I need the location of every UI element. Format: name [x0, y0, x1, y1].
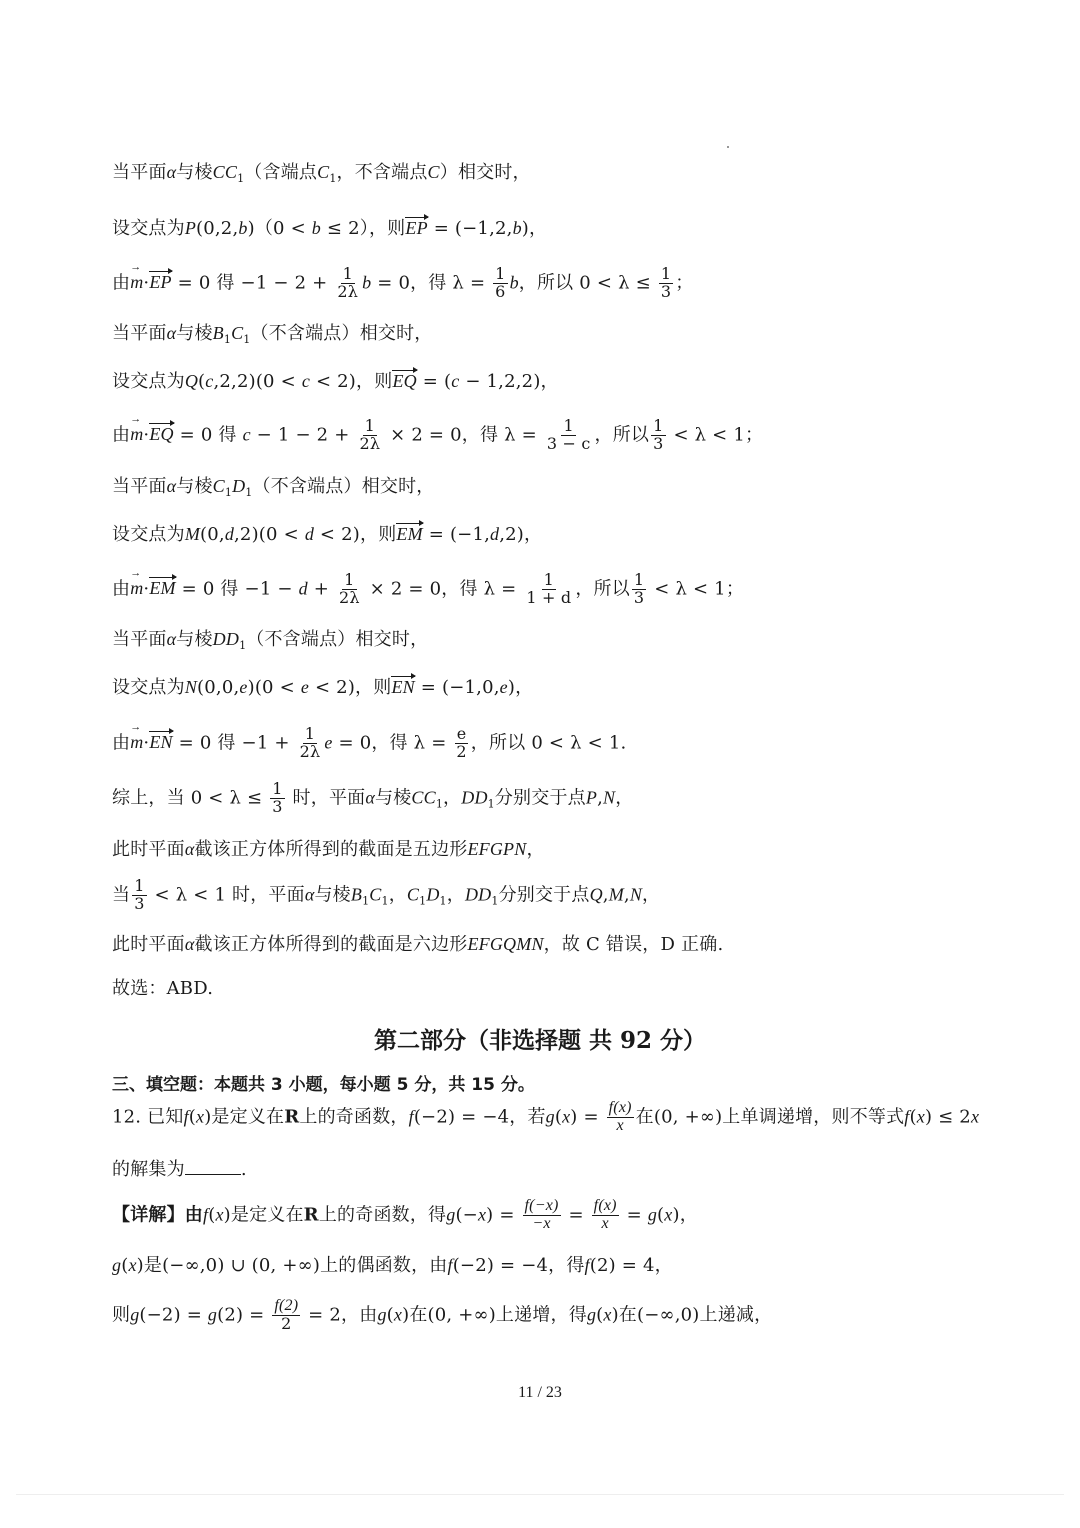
- solution-line-6: 由m →·EQ = 0 得 c − 1 − 2 + $\frac{1}{2\lambda}$ × 2 = 0，得 λ = $\frac{1}{3 - c}$ ，所以 $\frac{1}{3}$ < λ < 1；: [112, 418, 763, 453]
- detail-line-3: 则g(−2) = g(2) = $\frac{f(2)}{2}$ = 2，由g(x)在(0, +∞)上递增，得g(x)在(−∞,0)上递减，: [112, 1297, 773, 1333]
- vector-EQ: EQ: [392, 371, 417, 391]
- answer-blank[interactable]: [185, 1158, 241, 1175]
- fraction: $\frac{f(2)}{2}$: [274, 1297, 299, 1333]
- detail-line-1: 【详解】由f(x)是定义在R上的奇函数，得g(−x) = $\frac{f(-x)}{-x}$ = $\frac{f(x)}{x}$ = g(x)，: [112, 1197, 698, 1232]
- summary-line-3: 当 $\frac{1}{3}$ < λ < 1 时，平面α与棱$B_1C_1$，$C_1D_1$，$DD_1$分别交于点Q,M,N，: [112, 876, 661, 913]
- summary-line-1: 综上，当 0 < λ ≤ $\frac{1}{3}$ 时，平面α与棱$CC_1$，$DD_1$分别交于点P,N，: [112, 779, 634, 816]
- fraction: $\frac{1}{6}$: [495, 264, 506, 301]
- question-12-statement: 12. 已知f(x)是定义在R上的奇函数，f(−2) = −4，若g(x) = $\frac{f(x)}{x}$ 在(0, +∞)上单调递增，则不等式f(x) ≤ 2x: [112, 1099, 980, 1134]
- fraction: $\frac{e}{2}$: [456, 724, 467, 761]
- scan-speck: [727, 146, 729, 148]
- answer-line: 故选：ABD.: [112, 978, 214, 999]
- solution-line-2: 设交点为P(0,2,b)（0 < b ≤ 2），则EP = (−1,2,b)，: [112, 218, 548, 239]
- fraction: $\frac{1}{2\lambda}$: [299, 724, 321, 761]
- question-12-blank-line: 的解集为 .: [112, 1159, 247, 1180]
- detail-line-2: g(x)是(−∞,0) ∪ (0, +∞)上的偶函数，由f(−2) = −4，得f(2) = 4，: [112, 1255, 673, 1276]
- section-heading: 三、填空题：本题共 3 小题，每小题 5 分，共 15 分。: [112, 1075, 535, 1095]
- fraction: $\frac{1}{3}$: [653, 416, 664, 453]
- fraction: $\frac{f(x)}{x}$: [593, 1197, 617, 1232]
- solution-line-5: 设交点为Q(c,2,2)(0 < c < 2)，则EQ = (c − 1,2,2)，: [112, 371, 559, 392]
- fraction: $\frac{1}{3}$: [134, 876, 145, 913]
- fraction: $\frac{1}{3 - c}$: [546, 416, 591, 453]
- part-title: 第二部分（非选择题 共 92 分）: [373, 1027, 707, 1054]
- solution-line-11: 设交点为N(0,0,e)(0 < e < 2)，则EN = (−1,0,e)，: [112, 677, 534, 698]
- vector-EP: EP: [405, 218, 428, 238]
- solution-line-3: 由m →·EP = 0 得 −1 − 2 + $\frac{1}{2\lambda}$ b = 0，得 λ = $\frac{1}{6}$ b，所以 0 < λ ≤ $\frac{1}{3}$ ；: [112, 266, 693, 301]
- solution-line-1: 当平面α与棱$CC_1$（含端点$C_1$，不含端点C）相交时，: [112, 162, 531, 185]
- vector-EN: EN: [391, 677, 415, 697]
- solution-line-12: 由m →·EN = 0 得 −1 + $\frac{1}{2\lambda}$ e = 0，得 λ = $\frac{e}{2}$ ，所以 0 < λ < 1.: [112, 726, 626, 761]
- fraction: $\frac{1}{3}$: [272, 779, 283, 816]
- solution-line-4: 当平面α与棱$B_1C_1$（不含端点）相交时，: [112, 323, 433, 346]
- fraction: $\frac{f(x)}{x}$: [608, 1099, 632, 1134]
- fraction: $\frac{1}{2\lambda}$: [337, 264, 359, 301]
- solution-line-8: 设交点为M(0,d,2)(0 < d < 2)，则EM = (−1,d,2)，: [112, 524, 543, 545]
- vector-EM: EM: [396, 524, 423, 544]
- fraction: $\frac{1}{3}$: [660, 264, 672, 301]
- page-number: 11 / 23: [518, 1384, 562, 1401]
- fraction: $\frac{f(-x)}{-x}$: [524, 1197, 559, 1232]
- solution-line-7: 当平面α与棱$C_1D_1$（不含端点）相交时，: [112, 476, 435, 499]
- fraction: $\frac{1}{2\lambda}$: [338, 570, 360, 607]
- summary-line-4: 此时平面α截该正方体所得到的截面是六边形EFGQMN，故 C 错误，D 正确.: [112, 934, 724, 955]
- fraction: $\frac{1}{1 + d}$: [526, 570, 572, 607]
- fraction: $\frac{1}{2\lambda}$: [359, 416, 381, 453]
- solution-line-10: 当平面α与棱$DD_1$（不含端点）相交时，: [112, 629, 429, 652]
- summary-line-2: 此时平面α截该正方体所得到的截面是五边形EFGPN，: [112, 839, 545, 860]
- fraction: $\frac{1}{3}$: [633, 570, 645, 607]
- footer-rule: [16, 1494, 1064, 1495]
- solution-line-9: 由m →·EM = 0 得 −1 − d + $\frac{1}{2\lambda}$ × 2 = 0，得 λ = $\frac{1}{1 + d}$ ，所以 $\frac{1}{3}$ < λ < 1；: [112, 572, 744, 607]
